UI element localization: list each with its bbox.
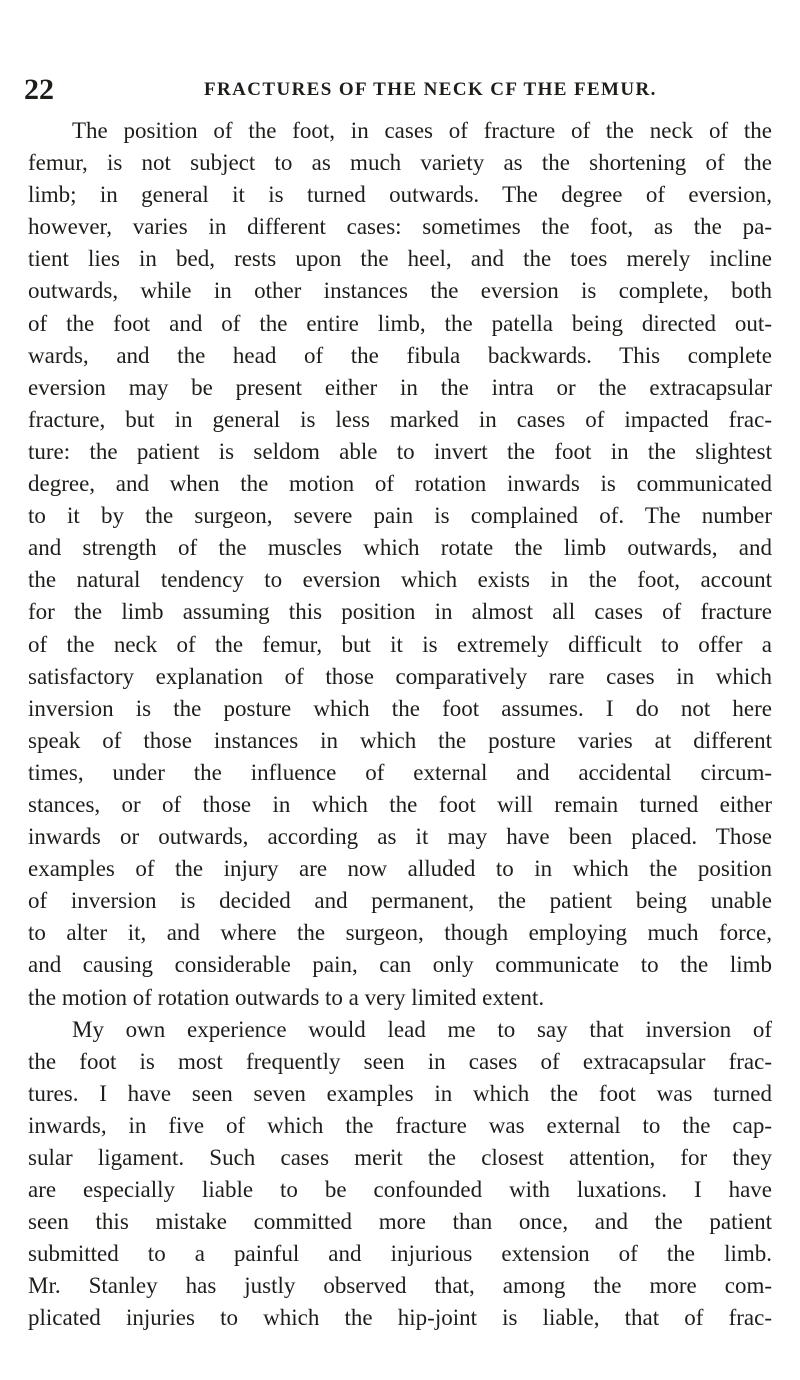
text-line: to it by the surgeon, severe pain is complained of. The number: [28, 503, 772, 529]
text-line: plicated injuries to which the hip-joint is liable, that of frac-: [28, 1305, 772, 1331]
text-line: degree, and when the motion of rotation inwards is communicated: [28, 471, 772, 497]
text-line: outwards, while in other instances the eversion is complete, both: [28, 278, 772, 304]
page-number: 22: [24, 73, 54, 106]
text-line: the motion of rotation outwards to a very limited extent.: [28, 984, 545, 1010]
text-line: of inversion is decided and permanent, the patient being unable: [28, 888, 772, 914]
text-line: seen this mistake committed more than once, and the patient: [28, 1209, 772, 1235]
text-line: to alter it, and where the surgeon, though employing much force,: [28, 920, 772, 946]
text-line: inwards, in five of which the fracture was external to the cap-: [28, 1112, 772, 1138]
text-line: and causing considerable pain, can only communicate to the limb: [28, 952, 772, 978]
text-line: of the neck of the femur, but it is extremely difficult to offer a: [28, 631, 772, 657]
text-line: limb; in general it is turned outwards. The degree of eversion,: [28, 182, 772, 208]
body-text: [28, 115, 772, 1335]
text-line: and strength of the muscles which rotate the limb outwards, and: [28, 535, 772, 561]
paragraph-foot-position: [28, 115, 772, 1014]
text-line: are especially liable to be confounded with luxations. I have: [28, 1177, 772, 1203]
text-line: inwards or outwards, according as it may have been placed. Those: [28, 824, 772, 850]
text-line: of the foot and of the entire limb, the patella being directed out-: [28, 310, 772, 336]
text-line: examples of the injury are now alluded to in which the position: [28, 856, 772, 882]
text-line: eversion may be present either in the intra or the extracapsular: [28, 374, 772, 400]
text-line: the foot is most frequently seen in cases of extracapsular frac-: [28, 1048, 772, 1074]
text-line: inversion is the posture which the foot assumes. I do not here: [28, 695, 772, 721]
text-line: stances, or of those in which the foot will remain turned either: [28, 791, 772, 817]
text-line: tures. I have seen seven examples in which the foot was turned: [28, 1080, 772, 1106]
text-line: tient lies in bed, rests upon the heel, and the toes merely incline: [28, 246, 772, 272]
text-line: however, varies in different cases: sometimes the foot, as the pa-: [28, 214, 772, 240]
paragraph-own-experience: [28, 1014, 772, 1335]
page-header: [24, 72, 768, 112]
text-line: Mr. Stanley has justly observed that, among the more com-: [28, 1273, 772, 1299]
text-line: for the limb assuming this position in almost all cases of fracture: [28, 599, 772, 625]
text-line: wards, and the head of the fibula backwards. This complete: [28, 342, 772, 368]
text-line: satisfactory explanation of those comparatively rare cases in which: [28, 663, 772, 689]
text-line: submitted to a painful and injurious extension of the limb.: [28, 1241, 772, 1267]
text-line: My own experience would lead me to say that inversion of: [72, 1016, 772, 1042]
text-line: times, under the influence of external and accidental circum-: [28, 759, 772, 785]
text-line: femur, is not subject to as much variety as the shortening of the: [28, 150, 772, 176]
text-line: speak of those instances in which the posture varies at different: [28, 727, 772, 753]
text-line: ture: the patient is seldom able to invert the foot in the slightest: [28, 438, 772, 464]
text-line: sular ligament. Such cases merit the closest attention, for they: [28, 1145, 772, 1170]
text-line: The position of the foot, in cases of fracture of the neck of the: [72, 118, 772, 143]
text-line: the natural tendency to eversion which exists in the foot, account: [28, 567, 772, 593]
running-head: FRACTURES OF THE NECK CF THE FEMUR.: [204, 79, 657, 100]
text-line: fracture, but in general is less marked in cases of impacted frac-: [28, 406, 772, 432]
